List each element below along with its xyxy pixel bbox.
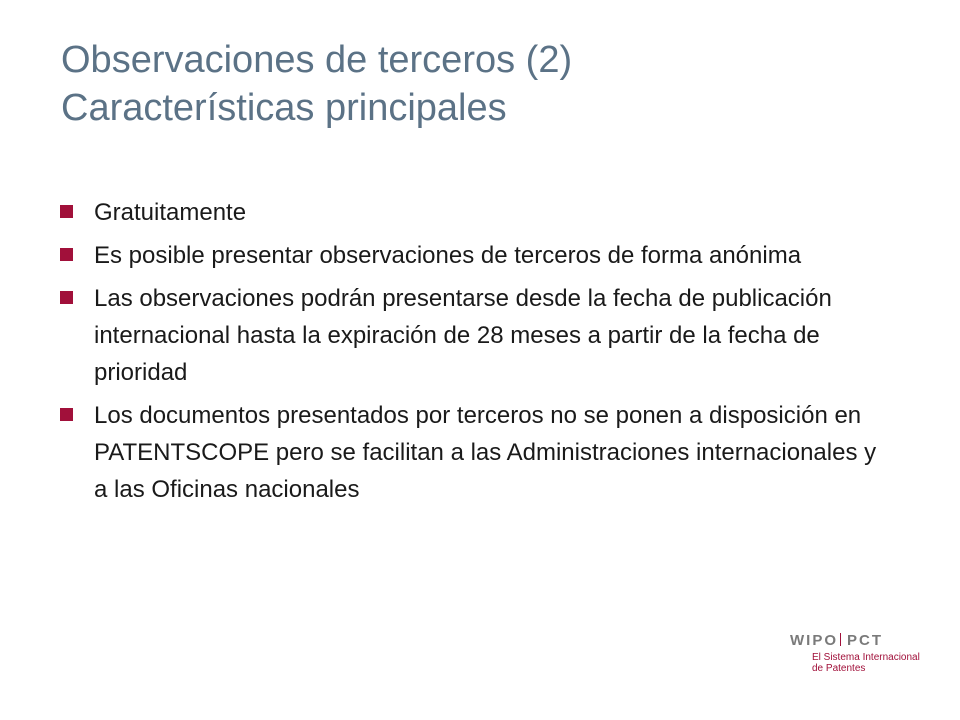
logo-subtitle-line-1: El Sistema Internacional bbox=[812, 652, 920, 663]
bullet-item bbox=[60, 397, 890, 508]
bullet-text: Los documentos presentados por terceros no se ponen a disposición en PATENTSCOPE pero se facilitan a las Administraciones internacionales y a las Oficinas nacionales bbox=[94, 402, 877, 503]
square-bullet-icon bbox=[60, 205, 73, 218]
square-bullet-icon bbox=[60, 248, 73, 261]
bullet-item bbox=[60, 194, 890, 231]
square-bullet-icon bbox=[60, 408, 73, 421]
bullet-text: Es posible presentar observaciones de terceros de forma anónima bbox=[94, 242, 802, 269]
logo-pct-text: PCT bbox=[847, 632, 883, 649]
wipo-pct-logo bbox=[790, 632, 940, 674]
slide-title-line-2: Características principales bbox=[61, 87, 507, 129]
bullet-text: Las observaciones podrán presentarse desde la fecha de publicación internacional hasta la expiración de 28 meses a partir de la fecha de prioridad bbox=[94, 285, 832, 386]
logo-wordmark bbox=[790, 632, 940, 650]
logo-subtitle-line-2: de Patentes bbox=[812, 663, 866, 674]
bullet-item bbox=[60, 237, 890, 274]
logo-divider bbox=[840, 633, 841, 646]
bullet-item bbox=[60, 280, 890, 391]
logo-wipo-text: WIPO bbox=[790, 632, 838, 649]
bullet-text: Gratuitamente bbox=[94, 199, 247, 226]
slide-title-line-1: Observaciones de terceros (2) bbox=[61, 39, 573, 81]
slide-title bbox=[61, 36, 921, 132]
bullet-list bbox=[60, 194, 890, 514]
logo-subtitle bbox=[812, 652, 940, 674]
square-bullet-icon bbox=[60, 291, 73, 304]
